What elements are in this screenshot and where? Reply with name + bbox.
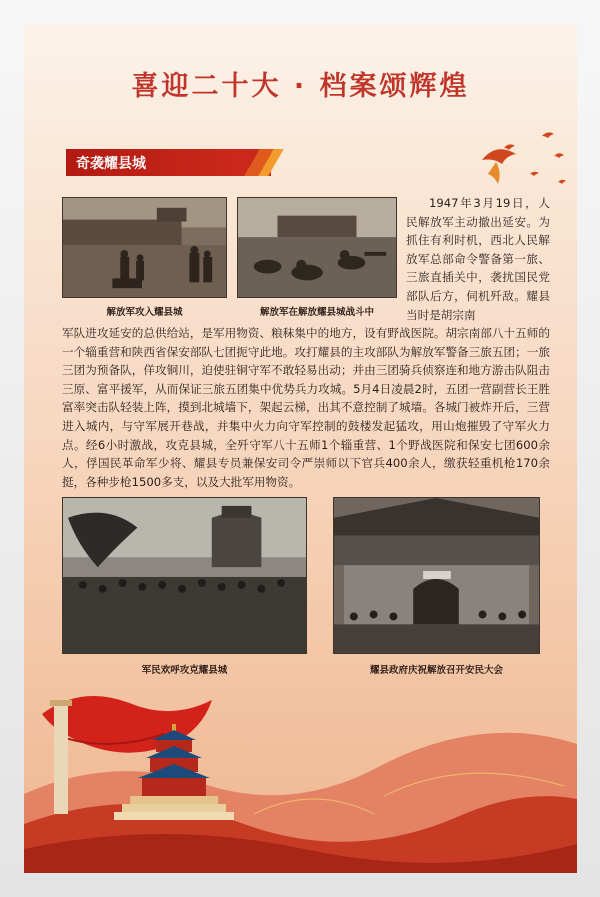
temple-of-heaven-and-flag-decoration (24, 664, 577, 873)
photo-celebration-crowd (62, 497, 307, 654)
photo-peace-assembly (333, 497, 540, 654)
poster (24, 24, 577, 873)
photo-caption: 军民欢呼攻克耀县城 (141, 665, 228, 676)
photo-troops-entering-city (62, 197, 227, 298)
photo-caption: 解放军在解放耀县城战斗中 (259, 307, 374, 318)
photo-battle-scene (237, 197, 397, 298)
section-title: 奇袭耀县城 (76, 156, 146, 172)
flying-birds-icon (444, 122, 574, 202)
photo-caption: 解放军攻入耀县城 (106, 307, 183, 318)
poster-title: 喜迎二十大 · 档案颂辉煌 (131, 71, 470, 102)
article-body: 军队进攻延安的总供给站，是军用物资、粮秣集中的地方，设有野战医院。胡宗南部八十五师的一个辎重营和陕西省保安部队七团扼守此地。攻打耀县的主攻部队为解放军警备三旅五团；一旅三团为预备队，佯攻铜川，迫使驻铜守军不敢轻易出动；并由三团骑兵侦察连和地方游击队阻击三原、富平援军，从而保证三旅五团集中优势兵力攻城。5月4日凌晨2时，五团一营副营长王胜富率突击队轻装上阵，摸到北城墙下，架起云梯，出其不意控制了城墙。各城门被炸开后，三营进入城内，与守军展开巷战，并集中火力向守军控制的鼓楼发起猛攻，用山炮摧毁了守军火力点。经6小时激战，攻克县城，全歼守军八十五师1个辎重营、1个野战医院和保安七团600余人，俘国民革命军少将、耀县专员兼保安司令严崇师以下官兵400余人，缴获轻重机枪170余挺，各种步枪1500多支，以及大批军用物资。 (62, 326, 550, 489)
photo-caption: 耀县政府庆祝解放召开安民大会 (369, 665, 503, 676)
article-body-intro: 1947年3月19日，人民解放军主动撤出延安。为抓住有利时机，西北人民解放军总部命令警备第一旅、三旅直插关中，袭扰国民党部队后方，伺机歼敌。耀县当时是胡宗南 (406, 196, 550, 322)
